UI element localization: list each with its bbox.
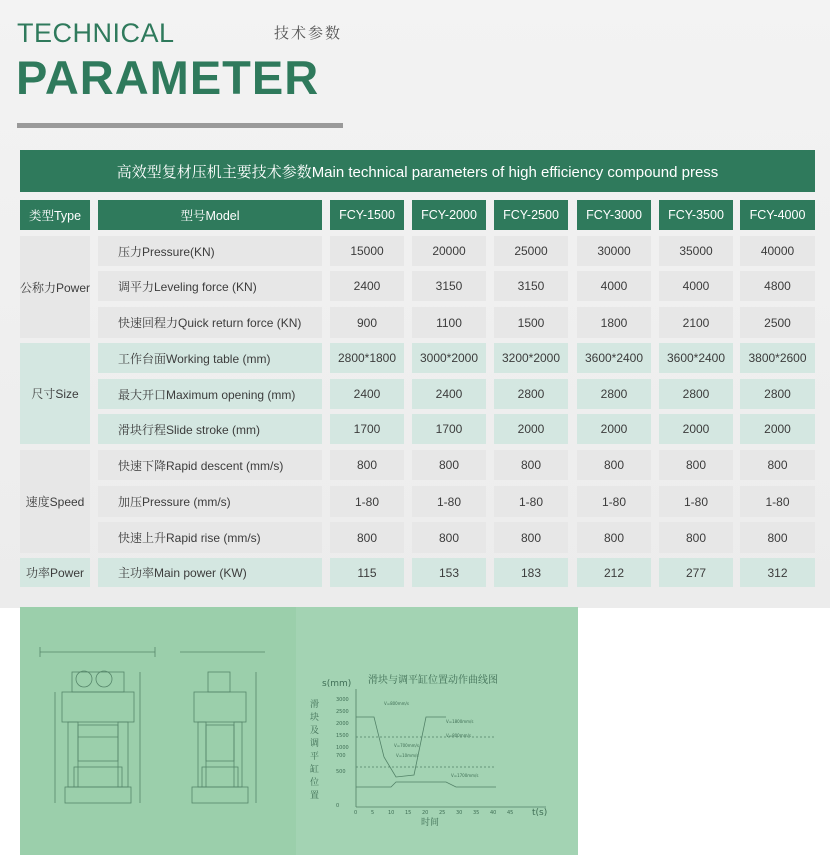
value-cell: 800 [740, 522, 815, 553]
value-cell: 800 [577, 450, 651, 480]
value-cell: 1700 [412, 414, 486, 444]
graph-x-tick: 20 [422, 810, 429, 816]
graph-annotation: V=1700mm/s [451, 773, 479, 778]
model-header-cell: FCY-3000 [577, 200, 651, 230]
graph-y-label-char: 平 [310, 752, 320, 762]
value-cell: 2400 [412, 379, 486, 409]
graph-y-tick: 1500 [336, 733, 349, 739]
graph-y-label-char: 块 [310, 713, 320, 723]
value-cell: 800 [494, 450, 568, 480]
graph-annotation: V=10mm/s [396, 753, 419, 758]
group-label: 速度Speed [20, 450, 90, 553]
graph-y-tick: 0 [336, 803, 340, 809]
value-cell: 1-80 [412, 486, 486, 517]
graph-x-tick: 35 [473, 810, 480, 816]
model-header-cell: FCY-4000 [740, 200, 815, 230]
graph-y-label-char: 缸 [310, 765, 320, 775]
param-label: 工作台面Working table (mm) [98, 343, 322, 373]
param-label: 加压Pressure (mm/s) [98, 486, 322, 517]
value-cell: 2400 [330, 271, 404, 301]
value-cell: 2800 [494, 379, 568, 409]
graph-x-tick: 0 [354, 810, 358, 816]
graph-y-tick: 700 [336, 753, 346, 759]
graph-annotation: V=800mm/s [446, 733, 471, 738]
graph-y-label-char: 调 [310, 739, 320, 749]
graph-x-tick: 40 [490, 810, 497, 816]
value-cell: 800 [659, 522, 733, 553]
graph-y-tick: 2000 [336, 721, 349, 727]
param-label: 快速下降Rapid descent (mm/s) [98, 450, 322, 480]
heading-chinese: 技术参数 [274, 25, 343, 42]
value-cell: 1-80 [494, 486, 568, 517]
graph-y-tick: 2500 [336, 709, 349, 715]
graph-x-tick: 30 [456, 810, 463, 816]
value-cell: 277 [659, 558, 733, 587]
value-cell: 3200*2000 [494, 343, 568, 373]
graph-annotation: V=800mm/s [384, 701, 409, 706]
heading-technical: TECHNICAL [17, 18, 175, 48]
graph-annotation: V=700mm/s [394, 743, 419, 748]
graph-y-label-char: 置 [310, 791, 320, 801]
value-cell: 30000 [577, 236, 651, 266]
value-cell: 800 [412, 450, 486, 480]
graph-x-tick: 25 [439, 810, 446, 816]
group-label: 尺寸Size [20, 343, 90, 444]
graph-x-tick: 5 [371, 810, 375, 816]
value-cell: 3800*2600 [740, 343, 815, 373]
model-header-cell: FCY-2000 [412, 200, 486, 230]
graph-title: 滑块与调平缸位置动作曲线图 [368, 675, 498, 686]
value-cell: 3150 [412, 271, 486, 301]
model-header-cell: FCY-2500 [494, 200, 568, 230]
group-label: 公称力Power [20, 236, 90, 338]
graph-y-unit: s(mm) [322, 679, 352, 689]
value-cell: 2000 [740, 414, 815, 444]
value-cell: 1-80 [659, 486, 733, 517]
model-header: 型号Model [98, 200, 322, 230]
graph-y-tick: 1000 [336, 745, 349, 751]
value-cell: 35000 [659, 236, 733, 266]
value-cell: 153 [412, 558, 486, 587]
param-label: 主功率Main power (KW) [98, 558, 322, 587]
value-cell: 3000*2000 [412, 343, 486, 373]
graph-y-label-char: 滑 [310, 700, 320, 710]
value-cell: 800 [740, 450, 815, 480]
value-cell: 183 [494, 558, 568, 587]
param-label: 调平力Leveling force (KN) [98, 271, 322, 301]
value-cell: 4000 [659, 271, 733, 301]
value-cell: 25000 [494, 236, 568, 266]
model-header-cell: FCY-3500 [659, 200, 733, 230]
press-dimension-drawing [20, 607, 296, 855]
value-cell: 2800 [577, 379, 651, 409]
value-cell: 2000 [494, 414, 568, 444]
group-label: 功率Power [20, 558, 90, 587]
value-cell: 3600*2400 [577, 343, 651, 373]
param-label: 压力Pressure(KN) [98, 236, 322, 266]
param-label: 滑块行程Slide stroke (mm) [98, 414, 322, 444]
heading-divider [17, 123, 343, 128]
value-cell: 1-80 [330, 486, 404, 517]
value-cell: 800 [659, 450, 733, 480]
value-cell: 800 [330, 522, 404, 553]
value-cell: 1500 [494, 307, 568, 338]
model-header-cell: FCY-1500 [330, 200, 404, 230]
value-cell: 1-80 [577, 486, 651, 517]
value-cell: 800 [330, 450, 404, 480]
graph-y-label-char: 位 [310, 778, 320, 788]
value-cell: 115 [330, 558, 404, 587]
value-cell: 4000 [577, 271, 651, 301]
value-cell: 800 [494, 522, 568, 553]
graph-x-label: 时间 [421, 818, 440, 828]
value-cell: 2100 [659, 307, 733, 338]
value-cell: 2800 [659, 379, 733, 409]
value-cell: 800 [577, 522, 651, 553]
graph-y-label-char: 及 [310, 726, 320, 736]
value-cell: 2000 [659, 414, 733, 444]
value-cell: 2800*1800 [330, 343, 404, 373]
value-cell: 15000 [330, 236, 404, 266]
graph-x-tick: 10 [388, 810, 395, 816]
value-cell: 2000 [577, 414, 651, 444]
value-cell: 1700 [330, 414, 404, 444]
value-cell: 900 [330, 307, 404, 338]
heading-parameter: PARAMETER [16, 51, 320, 104]
param-label: 快速回程力Quick return force (KN) [98, 307, 322, 338]
graph-y-tick: 500 [336, 769, 346, 775]
graph-annotation: V=1800mm/s [446, 719, 474, 724]
motion-curve-panel [296, 607, 578, 855]
press-outline-svg [20, 607, 296, 855]
value-cell: 3600*2400 [659, 343, 733, 373]
graph-x-tick: 15 [405, 810, 412, 816]
value-cell: 1-80 [740, 486, 815, 517]
value-cell: 2500 [740, 307, 815, 338]
value-cell: 2400 [330, 379, 404, 409]
value-cell: 4800 [740, 271, 815, 301]
value-cell: 312 [740, 558, 815, 587]
table-title-banner: 高效型复材压机主要技术参数Main technical parameters of high efficiency compound press [20, 150, 815, 192]
graph-x-unit: t(s) [532, 808, 548, 818]
value-cell: 40000 [740, 236, 815, 266]
value-cell: 1100 [412, 307, 486, 338]
graph-x-tick: 45 [507, 810, 514, 816]
value-cell: 2800 [740, 379, 815, 409]
value-cell: 1800 [577, 307, 651, 338]
motion-curve-svg [296, 607, 578, 855]
value-cell: 3150 [494, 271, 568, 301]
type-header: 类型Type [20, 200, 90, 230]
value-cell: 20000 [412, 236, 486, 266]
param-label: 最大开口Maximum opening (mm) [98, 379, 322, 409]
value-cell: 212 [577, 558, 651, 587]
value-cell: 800 [412, 522, 486, 553]
graph-y-tick: 3000 [336, 697, 349, 703]
param-label: 快速上升Rapid rise (mm/s) [98, 522, 322, 553]
